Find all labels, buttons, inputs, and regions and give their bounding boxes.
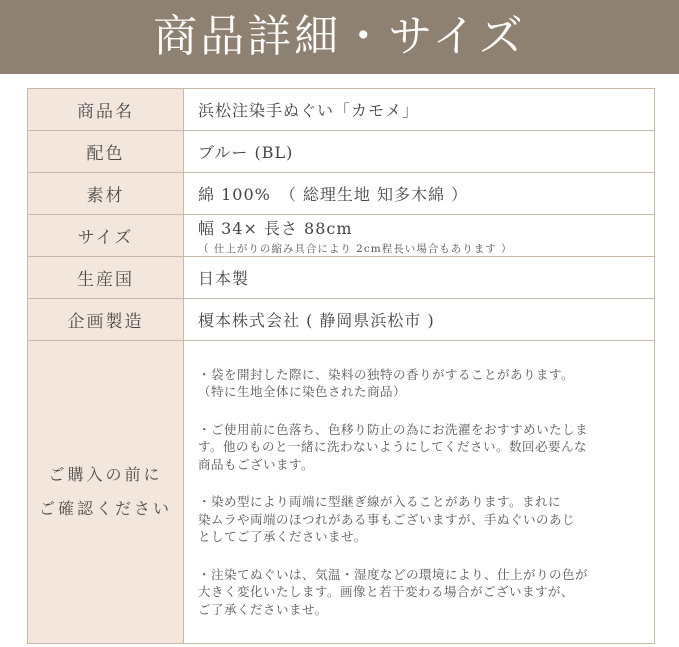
row-value bbox=[184, 299, 654, 340]
notice-line: ・注染てぬぐいは、気温・湿度などの環境により、仕上がりの色が bbox=[198, 566, 589, 582]
notice-line: 商品もございます。 bbox=[198, 456, 315, 472]
notice-line: としてご了承くださいませ。 bbox=[198, 529, 367, 545]
row-value bbox=[184, 257, 654, 298]
notice-text bbox=[184, 341, 654, 643]
row-label: 企画製造 bbox=[28, 299, 184, 340]
notice-line: ご了承くださいませ。 bbox=[198, 601, 328, 617]
notice-paragraph bbox=[198, 366, 640, 401]
row-value bbox=[184, 173, 654, 214]
notice-line: 大きく変化いたします。画像と若干変わる場合がございますが、 bbox=[198, 584, 575, 600]
notice-label bbox=[28, 341, 184, 643]
notice-line: ・ご使用前に色落ち、色移り防止の為にお洗濯をおすすめいたしま bbox=[198, 421, 589, 437]
product-name-value: 浜松注染手ぬぐい「カモメ」 bbox=[198, 101, 420, 120]
row-label: 配色 bbox=[28, 131, 184, 172]
table-row-product-name bbox=[28, 89, 654, 131]
notice-line: （特に生地全体に染色された商品） bbox=[198, 384, 407, 400]
size-value: 幅 34× 長さ 88cm bbox=[198, 218, 353, 238]
row-label: 商品名 bbox=[28, 89, 184, 130]
page-title: 商品詳細・サイズ bbox=[153, 11, 526, 62]
notice-paragraph bbox=[198, 421, 640, 474]
notice-paragraph bbox=[198, 566, 640, 619]
row-label: 素材 bbox=[28, 173, 184, 214]
origin-value: 日本製 bbox=[198, 269, 250, 288]
table-row-manufacturer bbox=[28, 299, 654, 341]
notice-line: ・袋を開封した際に、染料の独特の香りがすることがあります。 bbox=[198, 366, 575, 382]
spec-table bbox=[27, 88, 655, 644]
row-label: 生産国 bbox=[28, 257, 184, 298]
manufacturer-value: 榎本株式会社 ( 静岡県浜松市 ) bbox=[198, 311, 435, 330]
notice-label-line: ご購入の前に bbox=[48, 465, 163, 484]
row-value bbox=[184, 131, 654, 172]
material-value: 綿 100% （ 総理生地 知多木綿 ） bbox=[198, 185, 469, 204]
table-row-size bbox=[28, 215, 654, 257]
notice-line: す。他のものと一緒に洗わないようにしてください。数回必要んな bbox=[198, 439, 588, 455]
row-label: サイズ bbox=[28, 215, 184, 256]
size-note: （ 仕上がりの縮み具合により 2cm程長い場合もあります ） bbox=[198, 242, 513, 255]
notice-paragraph bbox=[198, 493, 640, 546]
header-banner bbox=[0, 0, 679, 74]
notice-label-line: ご確認ください bbox=[38, 499, 172, 518]
row-value bbox=[184, 215, 654, 256]
table-row-origin bbox=[28, 257, 654, 299]
notice-line: 染ムラや両端のほつれがある事もございますが、手ぬぐいのあじ bbox=[198, 511, 576, 527]
table-row-notice bbox=[28, 341, 654, 643]
notice-line: ・染め型により両端に型継ぎ線が入ることがあります。まれに bbox=[198, 494, 562, 510]
color-value: ブルー (BL) bbox=[198, 143, 294, 162]
table-row-color bbox=[28, 131, 654, 173]
row-value bbox=[184, 89, 654, 130]
table-row-material bbox=[28, 173, 654, 215]
